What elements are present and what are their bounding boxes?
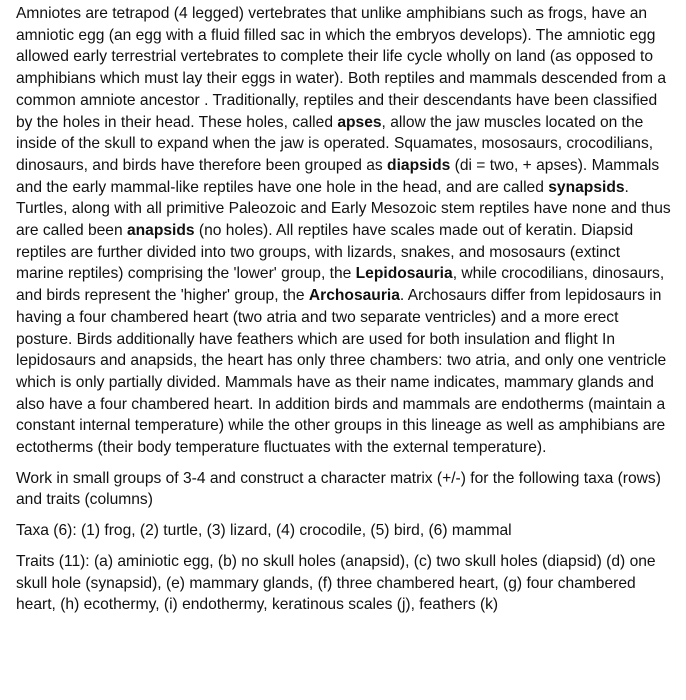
text-segment: , while crocodilians, dinosaurs, and birds represent the 'higher' group, the <box>16 265 665 305</box>
traits-paragraph: Traits (11): (a) aminiotic egg, (b) no skull holes (anapsid), (c) two skull holes (diapsid) (d) one skull hole (synapsid), (e) mammary glands, (f) three chambered heart, (g) four chambered heart, (h) ecothermy, (i) endothermy, keratinous scales (j), feathers (k) <box>16 552 656 614</box>
amniote-paragraph <box>16 3 672 459</box>
text-segment: . Turtles, along with all primitive Paleozoic and Early Mesozoic stem reptiles have none and thus are called been <box>16 178 671 240</box>
instructions-paragraph: Work in small groups of 3-4 and construct a character matrix (+/-) for the following taxa (rows) and traits (columns) <box>16 469 661 509</box>
text-segment: (di = two, + apses). Mammals and the early mammal-like reptiles have one hole in the head, and are called <box>16 156 660 196</box>
text-segment: . Archosaurs differ from lepidosaurs in having a four chambered heart (two atria and two separate ventricles) and a more erect posture. Birds additionally have feathers which are used for both insulation and flight In lepidosaurs and anapsids, the heart has only three chambers: two atria, and only one ventricle which is only partially divided. Mammals have as their name indicates, mammary glands and also have a four chambered heart. In addition birds and mammals are endotherms (maintain a constant internal temperature) while the other groups in this lineage as well as amphibians are ectotherms (their body temperature fluctuates with the external temperature). <box>16 287 667 457</box>
term-anapsids: anapsids <box>126 222 195 240</box>
text-segment: Amniotes are tetrapod (4 legged) vertebrates that unlike amphibians such as frogs, have an amniotic egg (an egg with a fluid filled sac in which the embryos develops). The amniotic egg allowed early terrestrial vertebrates to complete their life cycle wholly on land (as opposed to amphibians which must lay their eggs in water). Both reptiles and mammals descended from a common amniote ancestor . Traditionally, reptiles and their descendants have been classified by the holes in their head. These holes, called <box>16 5 667 131</box>
term-apses: apses <box>337 113 382 131</box>
term-synapsids: synapsids <box>548 178 625 196</box>
taxa-paragraph: Taxa (6): (1) frog, (2) turtle, (3) lizard, (4) crocodile, (5) bird, (6) mammal <box>16 522 512 540</box>
term-archosauria: Archosauria <box>308 287 400 305</box>
term-diapsids: diapsids <box>387 156 451 174</box>
term-lepidosauria: Lepidosauria <box>355 265 453 283</box>
text-segment: , allow the jaw muscles located on the inside of the skull to expand when the jaw is operated. Squamates, mososaurs, crocodilians, dinosaurs, and birds have therefore been grouped as <box>16 113 654 174</box>
text-segment: (no holes). All reptiles have scales made out of keratin. Diapsid reptiles are further divided into two groups, with lizards, snakes, and mososaurs (extinct marine reptiles) comprising the 'lower' group, the <box>16 222 634 283</box>
